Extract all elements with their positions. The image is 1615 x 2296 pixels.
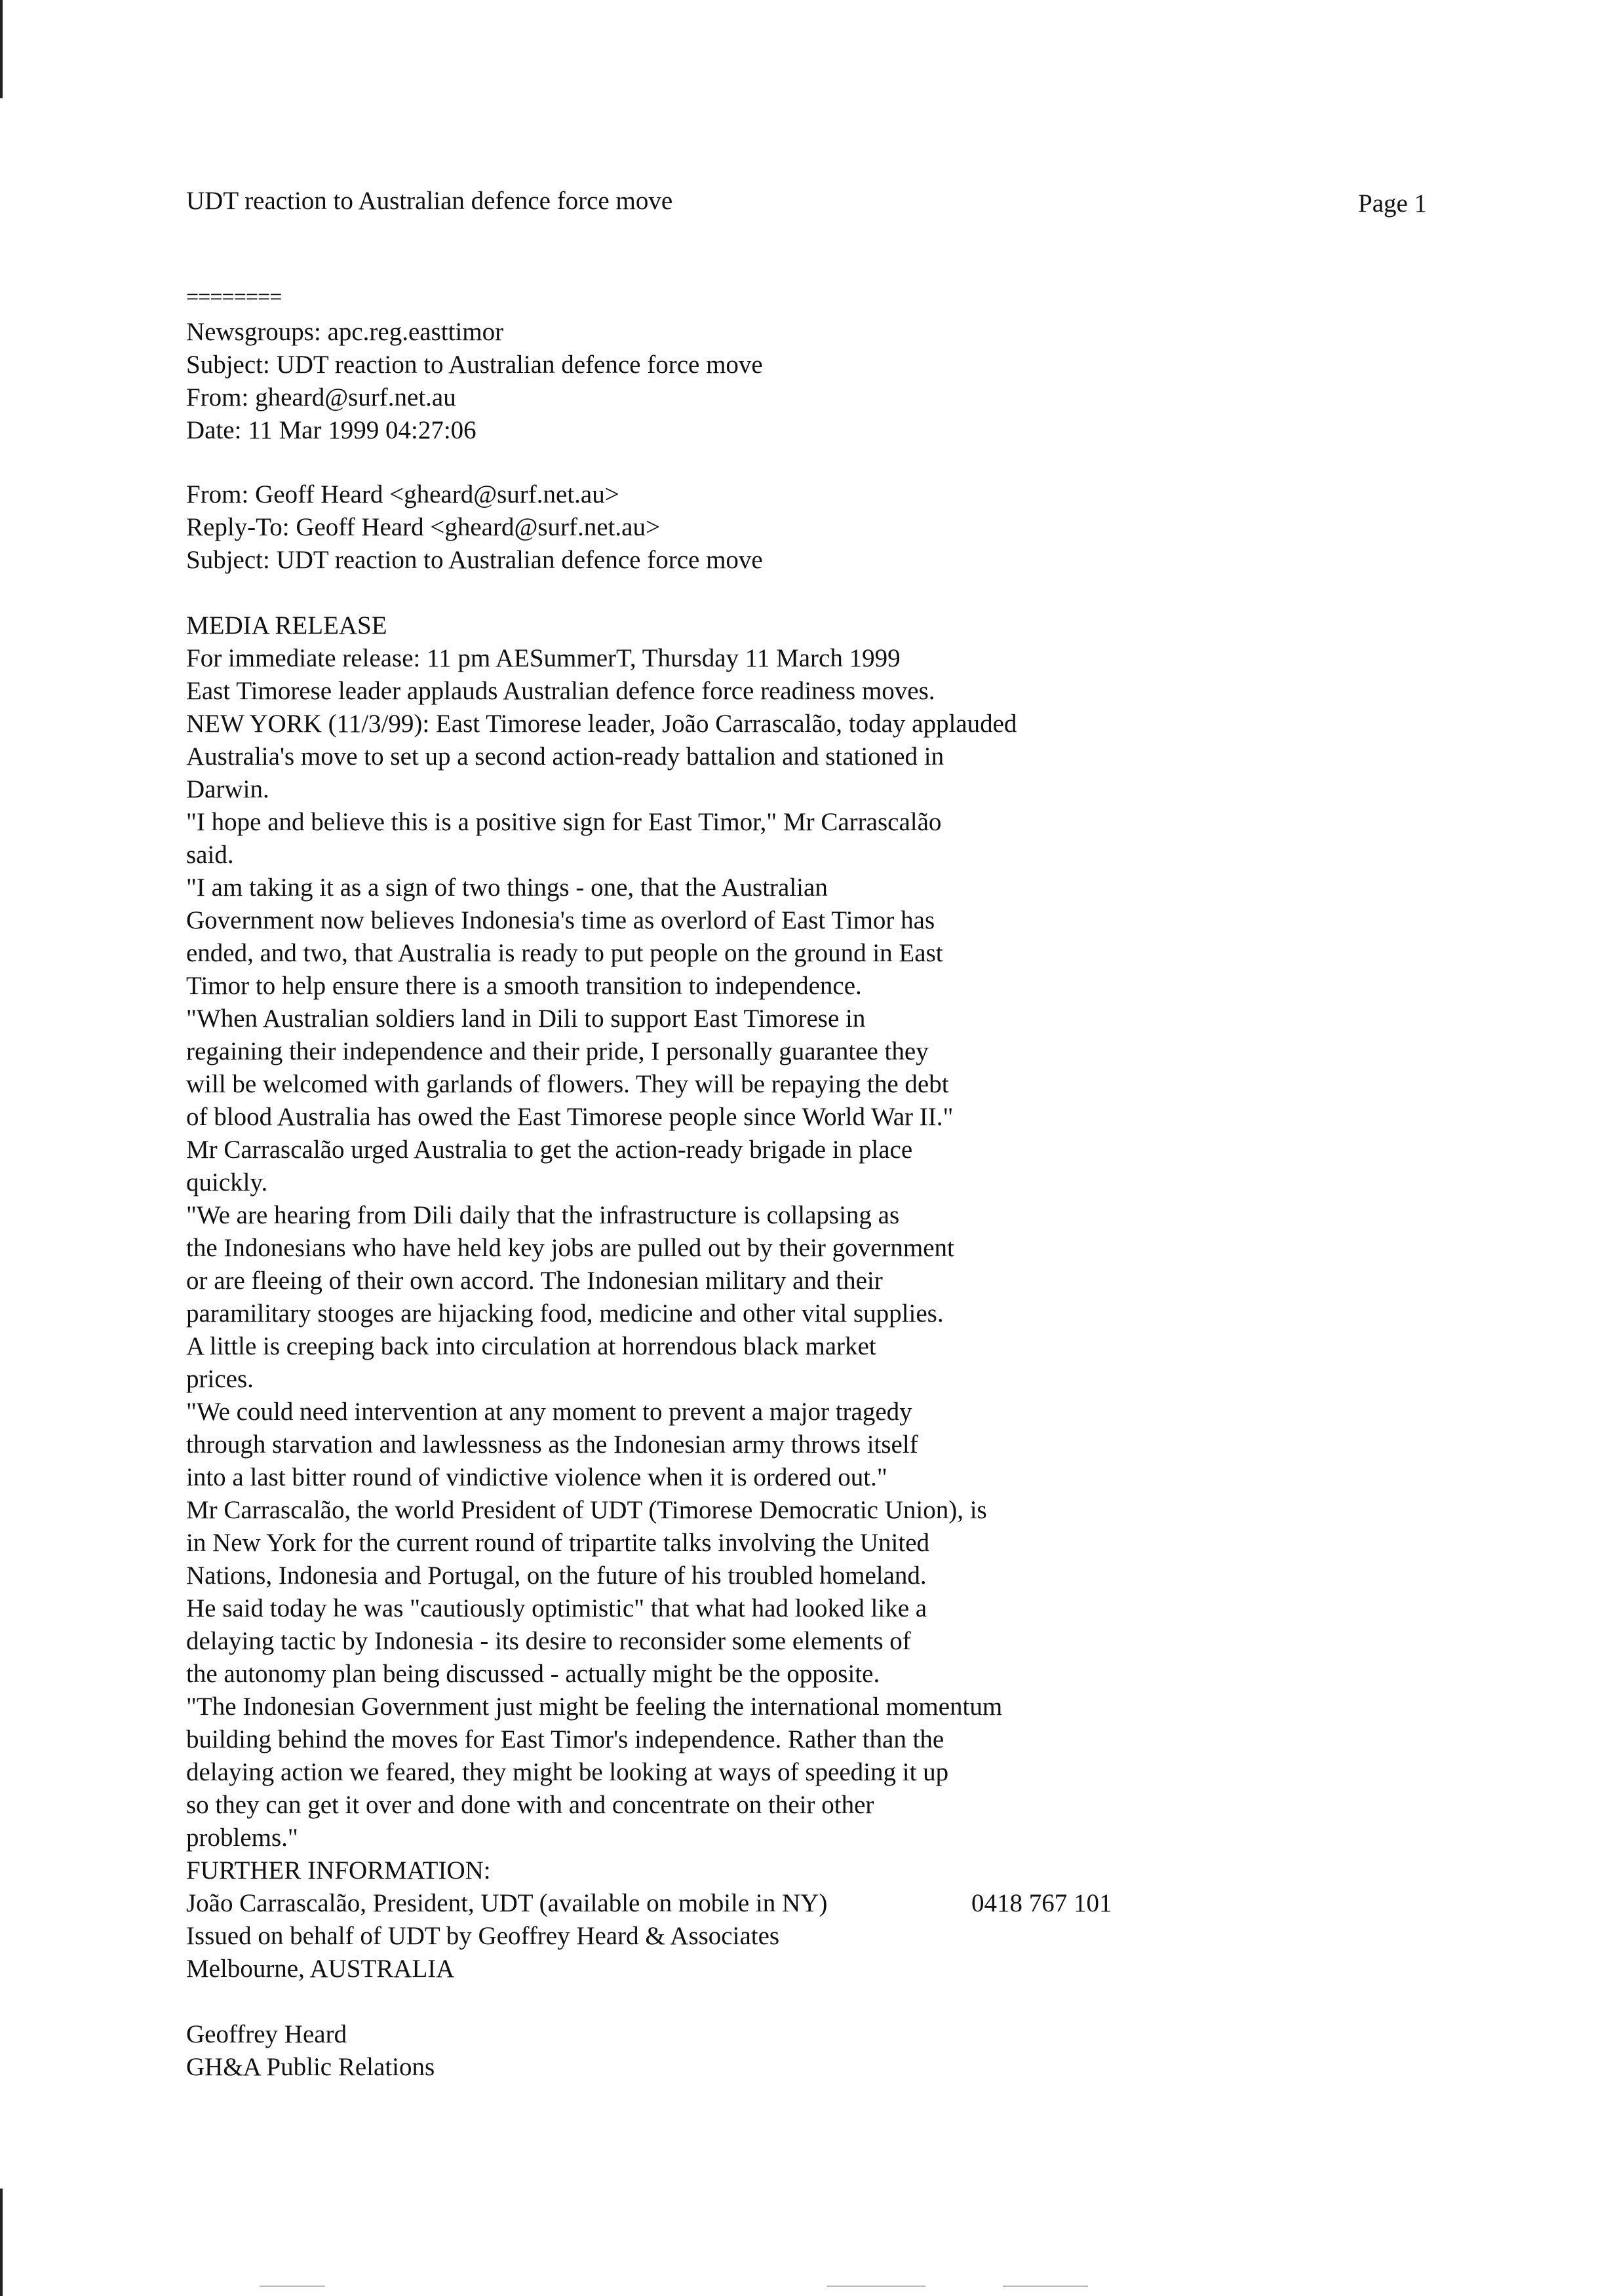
- mail-headers: [186, 478, 763, 577]
- scan-speck: [1003, 2286, 1088, 2287]
- body-line: NEW YORK (11/3/99): East Timorese leader, João Carrascalão, today applauded: [186, 710, 1017, 738]
- body-line: MEDIA RELEASE: [186, 611, 387, 640]
- scan-edge-bottom: [0, 2189, 3, 2296]
- body-line: into a last bitter round of vindictive violence when it is ordered out.": [186, 1463, 887, 1491]
- body-line: "I am taking it as a sign of two things - one, that the Australian: [186, 873, 828, 902]
- body-line: Darwin.: [186, 775, 269, 803]
- body-line: paramilitary stooges are hijacking food, medicine and other vital supplies.: [186, 1299, 944, 1328]
- mail-header-line: From: Geoff Heard <gheard@surf.net.au>: [186, 480, 619, 508]
- body-line: in New York for the current round of tripartite talks involving the United: [186, 1529, 930, 1557]
- page-number: Page 1: [1358, 189, 1428, 218]
- scan-speck: [827, 2286, 925, 2287]
- release-body: [186, 609, 1112, 1985]
- contact-name: João Carrascalão, President, UDT (available on mobile in NY): [186, 1889, 828, 1917]
- body-line: East Timorese leader applauds Australian defence force readiness moves.: [186, 677, 935, 705]
- body-line: will be welcomed with garlands of flowers. They will be repaying the debt: [186, 1070, 949, 1098]
- body-line: He said today he was "cautiously optimistic" that what had looked like a: [186, 1594, 927, 1622]
- body-line: Australia's move to set up a second action-ready battalion and stationed in: [186, 742, 944, 771]
- scan-edge-top: [0, 0, 3, 98]
- body-line: quickly.: [186, 1168, 268, 1196]
- body-line: so they can get it over and done with and concentrate on their other: [186, 1791, 874, 1819]
- further-information-heading: FURTHER INFORMATION:: [186, 1856, 491, 1885]
- body-line: Government now believes Indonesia's time as overlord of East Timor has: [186, 906, 935, 934]
- signature-company: GH&A Public Relations: [186, 2053, 435, 2081]
- body-line: For immediate release: 11 pm AESummerT, Thursday 11 March 1999: [186, 644, 901, 672]
- contact-phone: 0418 767 101: [971, 1889, 1112, 1917]
- body-line: building behind the moves for East Timor's independence. Rather than the: [186, 1725, 944, 1753]
- body-line: problems.": [186, 1824, 298, 1852]
- body-line: the Indonesians who have held key jobs are pulled out by their government: [186, 1234, 954, 1262]
- body-line: Timor to help ensure there is a smooth transition to independence.: [186, 972, 862, 1000]
- body-line: delaying tactic by Indonesia - its desire to reconsider some elements of: [186, 1627, 911, 1655]
- body-line: ended, and two, that Australia is ready to put people on the ground in East: [186, 939, 943, 967]
- signature-block: [186, 2018, 435, 2084]
- contact-row: [186, 1887, 1112, 1920]
- body-line: regaining their independence and their pride, I personally guarantee they: [186, 1037, 929, 1065]
- newsgroup-header-line: Newsgroups: apc.reg.easttimor: [186, 318, 504, 346]
- scan-speck: [260, 2286, 325, 2287]
- body-line: the autonomy plan being discussed - actually might be the opposite.: [186, 1660, 880, 1688]
- newsgroup-header-line: Date: 11 Mar 1999 04:27:06: [186, 416, 477, 444]
- body-line: Mr Carrascalão urged Australia to get the action-ready brigade in place: [186, 1136, 913, 1164]
- body-line: or are fleeing of their own accord. The Indonesian military and their: [186, 1267, 883, 1295]
- body-line: of blood Australia has owed the East Timorese people since World War II.": [186, 1103, 954, 1131]
- mail-header-line: Reply-To: Geoff Heard <gheard@surf.net.au>: [186, 513, 660, 541]
- body-line: prices.: [186, 1365, 254, 1393]
- body-line: Nations, Indonesia and Portugal, on the future of his troubled homeland.: [186, 1561, 927, 1590]
- newsgroup-header-line: From: gheard@surf.net.au: [186, 383, 456, 411]
- separator-line: ========: [186, 285, 282, 309]
- newsgroup-header-line: Subject: UDT reaction to Australian defence force move: [186, 351, 763, 379]
- issued-line: Melbourne, AUSTRALIA: [186, 1955, 455, 1983]
- body-line: A little is creeping back into circulation at horrendous black market: [186, 1332, 876, 1360]
- body-line: Mr Carrascalão, the world President of UDT (Timorese Democratic Union), is: [186, 1496, 987, 1524]
- body-line: "We could need intervention at any moment to prevent a major tragedy: [186, 1398, 912, 1426]
- newsgroup-headers: [186, 316, 763, 447]
- body-line: "I hope and believe this is a positive sign for East Timor," Mr Carrascalão: [186, 808, 942, 836]
- mail-header-line: Subject: UDT reaction to Australian defence force move: [186, 546, 763, 574]
- body-line: through starvation and lawlessness as the Indonesian army throws itself: [186, 1430, 918, 1459]
- body-line: delaying action we feared, they might be looking at ways of speeding it up: [186, 1758, 949, 1786]
- signature-name: Geoffrey Heard: [186, 2020, 347, 2048]
- page-header-title: UDT reaction to Australian defence force move: [186, 187, 673, 215]
- body-line: "We are hearing from Dili daily that the infrastructure is collapsing as: [186, 1201, 900, 1229]
- issued-line: Issued on behalf of UDT by Geoffrey Heard & Associates: [186, 1922, 780, 1950]
- body-line: "The Indonesian Government just might be feeling the international momentum: [186, 1693, 1003, 1721]
- body-line: said.: [186, 841, 234, 869]
- body-line: "When Australian soldiers land in Dili to support East Timorese in: [186, 1004, 866, 1033]
